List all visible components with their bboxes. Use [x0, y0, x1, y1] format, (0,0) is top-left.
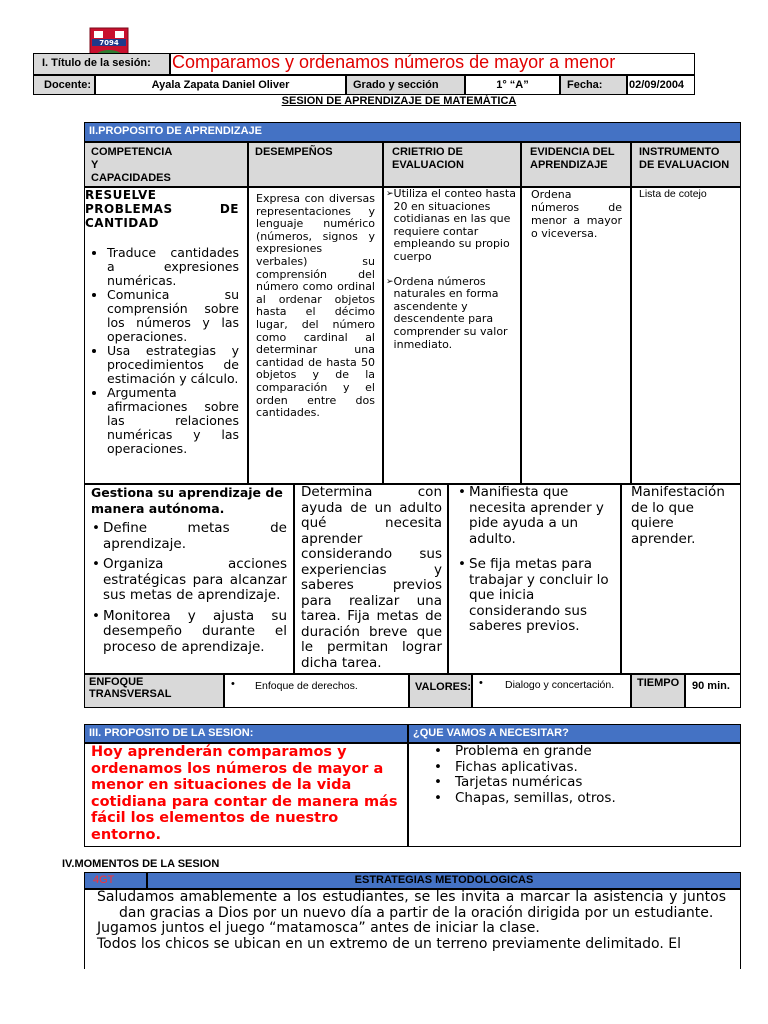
- evidencia-text-2: Manifestación de lo que quiere aprender.: [631, 484, 725, 547]
- list-item: [92, 556, 287, 604]
- bullet-icon: •: [231, 678, 235, 690]
- criterio-text: Manifiesta que necesita aprender y pide ayuda a un adulto.: [469, 484, 604, 547]
- bullet-icon: •: [92, 520, 100, 536]
- grado-label: Grado y sección: [346, 75, 465, 95]
- moments-body: [84, 889, 741, 969]
- grado-value: 1° “A”: [465, 75, 560, 95]
- bullet-icon: •: [92, 607, 100, 624]
- list-item-text: Problema en grande: [455, 743, 592, 759]
- bullet-icon: •: [434, 789, 442, 806]
- list-item: • Argumenta afirmaciones sobre las relaciones numéricas y las operaciones.: [107, 386, 239, 456]
- instrumento-cell-1: [631, 187, 741, 484]
- session-heading: [0, 95, 768, 107]
- col-evidencia: EVIDENCIA DEL APRENDIZAJE: [521, 142, 631, 187]
- evidencia-cell-1: [521, 187, 631, 484]
- tiempo-value: 90 min.: [685, 674, 741, 708]
- session-heading-text: SESION DE APRENDIZAJE DE MATEMÁTICA: [281, 95, 517, 107]
- bullet-icon: •: [458, 484, 466, 500]
- moment-line-1: Saludamos amablemente a los estudiantes, se les invita a marcar la asistencia y juntos dan gracias a Dios por un nuevo día a partir de la oración dirigida por un estudiante.: [97, 889, 726, 921]
- fecha-value: 02/09/2004: [627, 75, 695, 95]
- needs-list: [434, 743, 740, 806]
- bullet-icon: •: [434, 758, 442, 775]
- col-competencia: COMPETENCIA Y CAPACIDADES: [84, 142, 248, 187]
- col-criterio: CRIETRIO DE EVALUACION: [383, 142, 521, 187]
- bullet-icon: •: [479, 677, 483, 689]
- capacidades-list-2: [91, 521, 287, 655]
- enfoque-label: ENFOQUE TRANSVERSAL: [84, 674, 224, 708]
- instrumento-text-1: Lista de cotejo: [639, 188, 707, 200]
- moment-line-2: Jugamos juntos el juego “matamosca” antes de iniciar la clase.: [97, 920, 540, 936]
- bullet-icon: •: [434, 743, 442, 759]
- criterio-text: Se fija metas para trabajar y concluir lo que inicia considerando sus saberes previos.: [469, 556, 609, 634]
- moment-line-3: Todos los chicos se ubican en un extremo de un terreno previamente delimitado. El: [97, 935, 682, 952]
- criterio-text: Utiliza el conteo hasta 20 en situaciones cotidianas en las que requiere contar empleando su propio cuerpo: [393, 187, 516, 263]
- competencia-cell-2: [84, 484, 294, 674]
- list-item: [434, 758, 740, 776]
- col-instrumento: INSTRUMENTO DE EVALUACION: [631, 142, 741, 187]
- criterio-cell-1: [383, 187, 521, 484]
- enfoque-value-cell: [224, 674, 409, 708]
- valores-value-cell: [472, 674, 631, 708]
- criterio-item-1a: [384, 188, 517, 264]
- docente-value: Ayala Zapata Daniel Oliver: [95, 75, 346, 95]
- docente-label: Docente:: [33, 75, 95, 95]
- logo-number: 7094: [99, 39, 119, 47]
- evidencia-text-1: Ordena números de menor a mayor o viceversa.: [531, 188, 622, 240]
- criterio-item-2a: [458, 484, 616, 547]
- desempeno-text-1: Expresa con diversas representaciones y lenguaje numérico (números, signos y expresiones verbales) su comprensión del número como ordinal al ordenar objetos hasta el décimo lugar, del número como cardinal al determinar una cantidad de hasta 50 objetos y de la comparación y el orden entre dos cantidades.: [256, 192, 375, 420]
- list-item-text: Tarjetas numéricas: [455, 774, 583, 790]
- session-purpose-header: III. PROPOSITO DE LA SESION:: [84, 724, 408, 743]
- list-item: • Traduce cantidades a expresiones numéricas.: [107, 246, 239, 288]
- valores-value: Dialogo y concertación.: [505, 679, 615, 691]
- list-item-text: Chapas, semillas, otros.: [455, 789, 616, 806]
- session-purpose-text: Hoy aprenderán comparamos y ordenamos los números de mayor a menor en situaciones de la vida cotidiana para contar de manera más fácil los elementos de nuestro entorno.: [91, 744, 398, 843]
- desempeno-cell-1: [248, 187, 383, 484]
- list-item-text: Fichas aplicativas.: [455, 758, 578, 775]
- list-item-text: Define metas de aprendizaje.: [103, 520, 287, 552]
- purpose-section-header: II.PROPOSITO DE APRENDIZAJE: [84, 122, 741, 142]
- arrow-bullet-icon: ➢: [386, 276, 394, 287]
- col-desempenos: DESEMPEÑOS: [248, 142, 383, 187]
- tiempo-label: TIEMPO: [631, 674, 685, 708]
- bullet-icon: •: [92, 556, 100, 572]
- bullet-icon: •: [434, 774, 442, 790]
- session-purpose-cell: [84, 743, 408, 847]
- list-item-text: Monitorea y ajusta su desempeño durante el proceso de aprendizaje.: [103, 607, 287, 655]
- competencia-cell-1: [84, 187, 248, 484]
- capacidades-list-1: [85, 246, 239, 456]
- list-item: [434, 774, 740, 791]
- list-item: • Comunica su comprensión sobre los números y las operaciones.: [107, 288, 239, 344]
- list-item: [92, 520, 287, 552]
- fecha-label: Fecha:: [560, 75, 627, 95]
- list-item: [434, 789, 740, 807]
- criterio-item-1b: [384, 276, 517, 352]
- competencia-title-2: Gestiona su aprendizaje de manera autónoma.: [91, 485, 283, 516]
- competencia-title-1: RESUELVE PROBLEMAS DE CANTIDAD: [85, 188, 239, 230]
- evidencia-cell-2: [621, 484, 741, 674]
- enfoque-value: Enfoque de derechos.: [255, 680, 358, 692]
- moments-col-a: 4GT: [84, 872, 147, 889]
- list-item-text: Organiza acciones estratégicas para alcanzar sus metas de aprendizaje.: [103, 556, 287, 603]
- moments-title: IV.MOMENTOS DE LA SESION: [62, 858, 220, 870]
- title-label: I. Título de la sesión:: [33, 53, 170, 75]
- session-title: Comparamos y ordenamos números de mayor a menor: [172, 52, 616, 72]
- desempeno-cell-2: [294, 484, 448, 674]
- criterio-cell-2: [448, 484, 621, 674]
- needs-cell: [408, 743, 741, 847]
- valores-label: VALORES:: [409, 674, 472, 708]
- criterio-item-2b: [458, 556, 616, 635]
- list-item: • Usa estrategias y procedimientos de estimación y cálculo.: [107, 344, 239, 386]
- arrow-bullet-icon: ➢: [386, 189, 394, 199]
- needs-header: ¿QUE VAMOS A NECESITAR?: [408, 724, 741, 743]
- desempeno-text-2: Determina con ayuda de un adulto qué necesita aprender considerando sus experiencias y saberes previos para realizar una tarea. Fija metas de duración breve que le permitan lograr dicha tarea.: [301, 484, 442, 671]
- bullet-icon: •: [458, 556, 466, 572]
- moments-col-b: ESTRATEGIAS METODOLOGICAS: [147, 872, 741, 889]
- list-item: [92, 607, 287, 656]
- list-item: [434, 743, 740, 760]
- criterio-text: Ordena números naturales en forma ascendente y descendente para comprender su valor inmediato.: [393, 274, 508, 351]
